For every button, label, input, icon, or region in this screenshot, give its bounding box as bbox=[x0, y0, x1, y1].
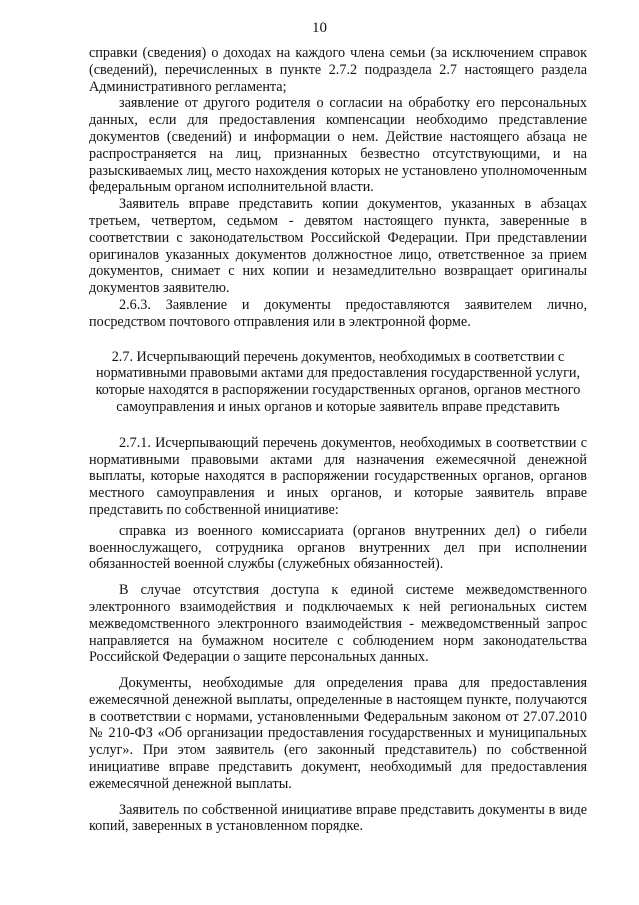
document-body bbox=[89, 45, 587, 835]
paragraph-military-certificate: справка из военного комиссариата (органов внутренних дел) о гибели военнослужащего, сотрудника органов внутренних дел при исполнении обязанностей военной службы (служебных обязанностей). bbox=[89, 522, 587, 573]
paragraph-2-6-3: 2.6.3. Заявление и документы предоставляются заявителем лично, посредством почтового отправления или в электронной форме. bbox=[89, 296, 587, 330]
paragraph-document-copies: Заявитель вправе представить копии документов, указанных в абзацах третьем, четвертом, седьмом - девятом настоящего пункта, заверенные в соответствии с законодательством Российской Федерации. При представлении оригиналов указанных документов должностное лицо, ответственное за прием документов, снимает с них копии и незамедлительно возвращает оригиналы документов заявителю. bbox=[89, 196, 587, 297]
paragraph-parent-consent: заявление от другого родителя о согласии на обработку его персональных данных, если для предоставления компенсации необходимо представление документов (сведений) и информации о нем. Действие настоящего абзаца не распространяется на лиц, признанных безвестно отсутствующими, и на разыскиваемых лиц, место нахождения которых не установлено уполномоченным федеральным органом исполнительной власти. bbox=[89, 95, 587, 196]
page-number: 10 bbox=[312, 20, 327, 36]
paragraph-2-7-1: 2.7.1. Исчерпывающий перечень документов, необходимых в соответствии с нормативными правовыми актами для назначения ежемесячной денежной выплаты, которые находятся в распоряжении государственных органов, органов местного самоуправления и иных органов, и которые заявитель вправе представить по собственной инициативе: bbox=[89, 434, 587, 518]
section-heading-2-7: 2.7. Исчерпывающий перечень документов, необходимых в соответствии с нормативными правовыми актами для предоставления государственной услуги, которые находятся в распоряжении государственных органов, органов местного самоуправления и иных органов и которые заявитель вправе представить bbox=[95, 348, 581, 415]
paragraph-income-certificates: справки (сведения) о доходах на каждого члена семьи (за исключением справок (сведений), перечисленных в пункте 2.7.2 подраздела 2.7 настоящего раздела Административного регламента; bbox=[89, 45, 587, 95]
paragraph-required-documents: Документы, необходимые для определения права для предоставления ежемесячной денежной выплаты, определенные в настоящем пункте, получаются в соответствии с нормами, установленными Федеральным законом от 27.07.2010 № 210-ФЗ «Об организации предоставления государственных и муниципальных услуг». При этом заявитель (его законный представитель) по собственной инициативе вправе представить документ, необходимый для предоставления ежемесячной денежной выплаты. bbox=[89, 675, 587, 792]
paragraph-copies-own-initiative: Заявитель по собственной инициативе вправе представить документы в виде копий, заверенных в установленном порядке. bbox=[89, 801, 587, 835]
paragraph-interagency-request: В случае отсутствия доступа к единой системе межведомственного электронного взаимодействия и подключаемых к ней региональных систем межведомственного электронного взаимодействия - межведомственный запрос направляется на бумажном носителе с соблюдением норм законодательства Российской Федерации о защите персональных данных. bbox=[89, 582, 587, 666]
